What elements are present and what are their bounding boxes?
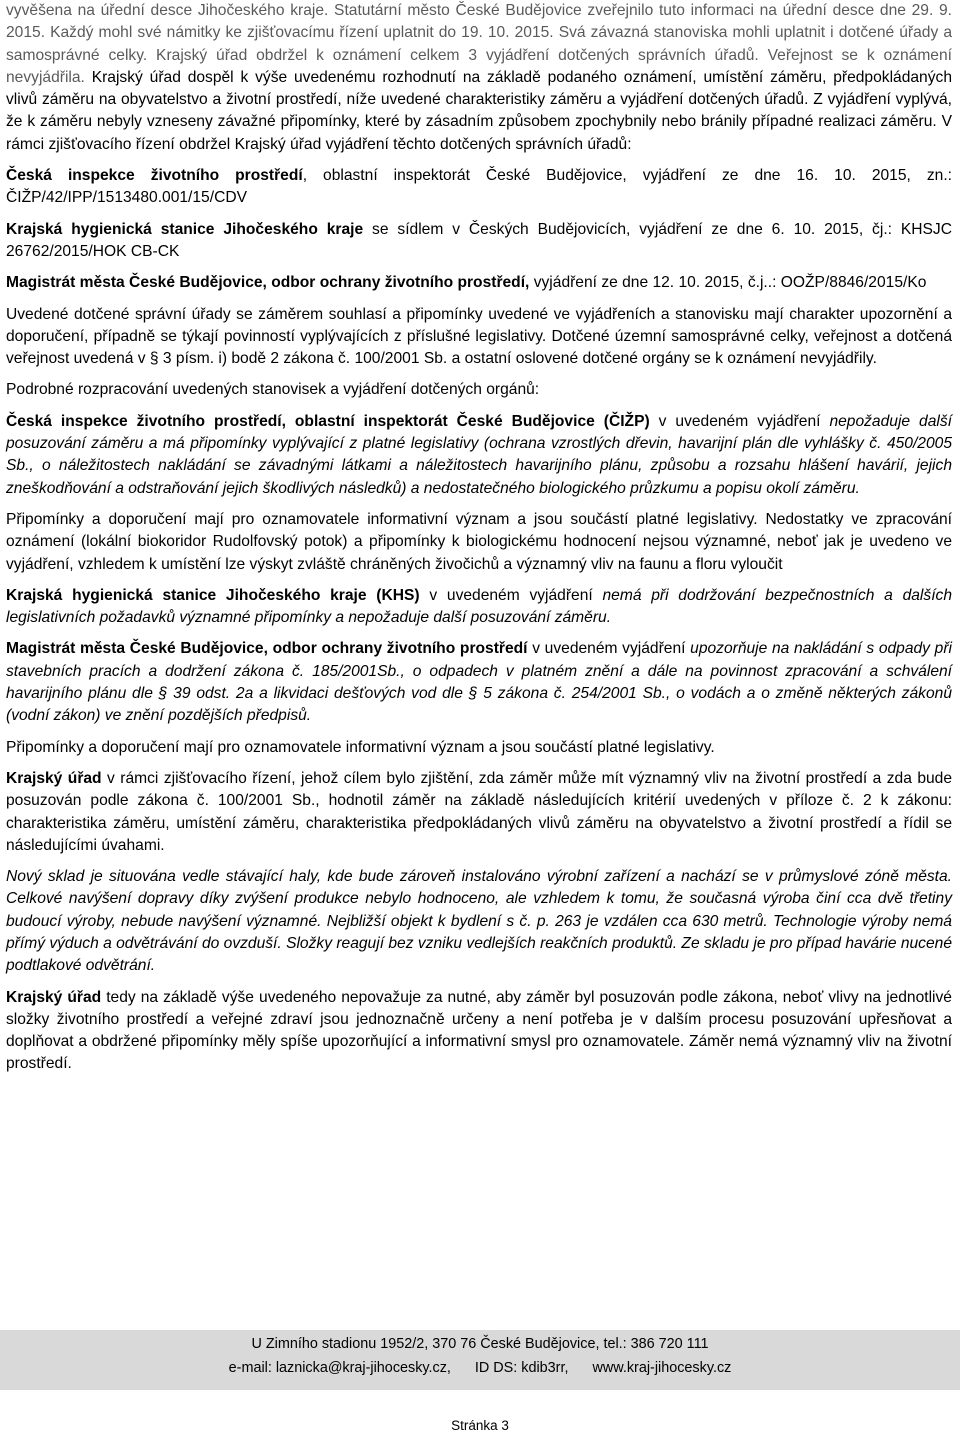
footer-contacts: e-mail: laznicka@kraj-jihocesky.cz, ID DS: kdib3rr, www.kraj-jihocesky.cz	[228, 1360, 732, 1376]
page-number: Stránka 3	[451, 1418, 509, 1433]
footer-address: U Zimního stadionu 1952/2, 370 76 České Budějovice, tel.: 386 720 111	[251, 1336, 709, 1352]
magistrat-name: Magistrát města České Budějovice, odbor ochrany životního prostředí,	[6, 274, 530, 292]
paragraph-magistrat-reference: Magistrát města České Budějovice, odbor ochrany životního prostředí, vyjádření ze dne 12. 10. 2015, č.j..: OOŽP/8846/2015/Ko	[6, 274, 927, 292]
paragraph-cizp-comment: Připomínky a doporučení mají pro oznamovatele informativní význam a jsou součástí platné legislativy. Nedostatky ve zpracování oznámení (lokální biokoridor Rudolfovský potok) a připomínky k biologickému hodnocení nejsou významné, neboť jak je uvedeno ve vyjádření, vzhledem k umístění lze výskyt zvláště chráněných živočichů a významný vliv na faunu a floru vyloučit	[6, 510, 952, 573]
paragraph-announcement	[6, 0, 952, 156]
khs-name: Krajská hygienická stanice Jihočeského kraje	[6, 220, 364, 238]
paragraph-cizp-detail: Česká inspekce životního prostředí, oblastní inspektorát České Budějovice (ČIŽP) v uvedeném vyjádření nepožaduje další posuzování záměru a má připomínky vyplývající z platné legislativy (ochrana vzrostlých dřevin, havarijní plán dle vyhlášky č. 450/2005 Sb., o náležitostech nakládání se závadnými látkami a náležitostech havarijního plánu, způsobu a rozsahu hlášení havárií, jejich zneškodňování a odstraňování jejich škodlivých následků) a nedostatečného biologického průzkumu a popisu okolí záměru.	[6, 412, 952, 497]
paragraph-magistrat-detail: Magistrát města České Budějovice, odbor ochrany životního prostředí v uvedeném vyjádření upozorňuje na nakládání s odpady při stavebních pracích a dodržení zákona č. 185/2001Sb., o odpadech v platném znění a dále na povinnost zpracování a schválení havarijního plánu dle § 39 odst. 2a a likvidaci dešťových vod dle § 5 zákona č. 254/2001 Sb., o vodách a o změně některých zákonů (vodní zákon) ve znění pozdějších předpisů.	[6, 640, 952, 725]
paragraph-summary: Uvedené dotčené správní úřady se záměrem souhlasí a připomínky uvedené ve vyjádřeních a stanovisku mají charakter upozornění a doporučení, případně se týkají povinností vyplývajících z příslušné legislativy. Dotčené územní samosprávné celky, veřejnost a dotčená veřejnost uvedená v § 3 písm. i) bodě 2 zákona č. 100/2001 Sb. a ostatní oslovené dotčené orgány se k oznámení nevyjádřily.	[6, 305, 952, 368]
announcement-text: vyvěšena na úřední desce Jihočeského kraje. Statutární město České Budějovice zveřejnilo tuto informaci na úřední desce dne 29. 9. 2015. Každý mohl své námitky ke zjišťovacímu řízení uplatnit do 19. 10. 2015. Svá závazná stanoviska mohli uplatnit i dotčené úřady a samosprávné celky. Krajský úřad obdržel k oznámení celkem 3 vyjádření dotčených správních úřadů. Veřejnost se k oznámení nevyjádřila.	[6, 2, 952, 86]
document-body	[6, 0, 952, 1076]
paragraph-conclusion: Krajský úřad tedy na základě výše uvedeného nepovažuje za nutné, aby záměr byl posuzován podle zákona, neboť vlivy na jednotlivé složky životního prostředí a veřejné zdraví jsou jednoznačně určeny a není potřeba je v dalším procesu posuzování upřesňovat a doplňovat a obdržené připomínky měly spíše upozorňující a informativní smysl pro oznamovatele. Záměr nemá významný vliv na životní prostředí.	[6, 988, 952, 1073]
paragraph-khs-detail: Krajská hygienická stanice Jihočeského kraje (KHS) v uvedeném vyjádření nemá při dodržování bezpečnostních a dalších legislativních požadavků významné připomínky a nepožaduje další posuzování záměru.	[6, 586, 952, 627]
decision-text: Krajský úřad dospěl k výše uvedenému rozhodnutí na základě podaného oznámení, umístění záměru, předpokládaných vlivů záměru na obyvatelstvo a životní prostředí, níže uvedené charakteristiky záměru a vyjádření dotčených úřadů. Z vyjádření vyplývá, že k záměru nebyly vzneseny závažné připomínky, které by zásadním způsobem zpochybnily nebo bránily případné realizaci záměru. V rámci zjišťovacího řízení obdržel Krajský úřad vyjádření těchto dotčených správních úřadů:	[6, 68, 952, 153]
paragraph-criteria: Krajský úřad v rámci zjišťovacího řízení, jehož cílem bylo zjištění, zda záměr může mít významný vliv na životní prostředí a zda bude posuzován podle zákona č. 100/2001 Sb., hodnotil záměr na základě následujících kritérií uvedených v příloze č. 2 k zákonu: charakteristika záměru, umístění záměru, charakteristika předpokládaných vlivů záměru na obyvatelstvo a životní prostředí a řídil se následujícími úvahami.	[6, 769, 953, 854]
paragraph-magistrat-comment: Připomínky a doporučení mají pro oznamovatele informativní význam a jsou součástí platné legislativy.	[6, 738, 715, 756]
paragraph-cizp-reference: Česká inspekce životního prostředí, oblastní inspektorát České Budějovice, vyjádření ze dne 16. 10. 2015, zn.: ČIŽP/42/IPP/1513480.001/15/CDV	[6, 167, 952, 207]
paragraph-detail-intro: Podrobné rozpracování uvedených stanovisek a vyjádření dotčených orgánů:	[6, 381, 540, 399]
paragraph-assessment: Nový sklad je situována vedle stávající haly, kde bude zároveň instalováno výrobní zařízení a nachází se v průmyslové zóně města. Celkové navýšení dopravy díky zvýšení produkce nebylo hodnoceno, ale vzhledem k tomu, že současná výroba činí cca dvě třetiny budoucí výroby, nebude navýšení významné. Nejbližší objekt k bydlení s č. p. 263 je vzdálen cca 630 metrů. Technologie výroby nemá přímý výduch a odvětrávání do ovzduší. Složky reagují bez vzniku vedlejších reakčních produktů. Ze skladu je pro případ havárie nucené podtlakové odvětrání.	[6, 868, 952, 975]
paragraph-khs-reference: Krajská hygienická stanice Jihočeského kraje se sídlem v Českých Budějovicích, vyjádření ze dne 6. 10. 2015, čj.: KHSJC 26762/2015/HOK CB-CK	[6, 220, 952, 260]
cizp-name: Česká inspekce životního prostředí	[6, 167, 303, 185]
